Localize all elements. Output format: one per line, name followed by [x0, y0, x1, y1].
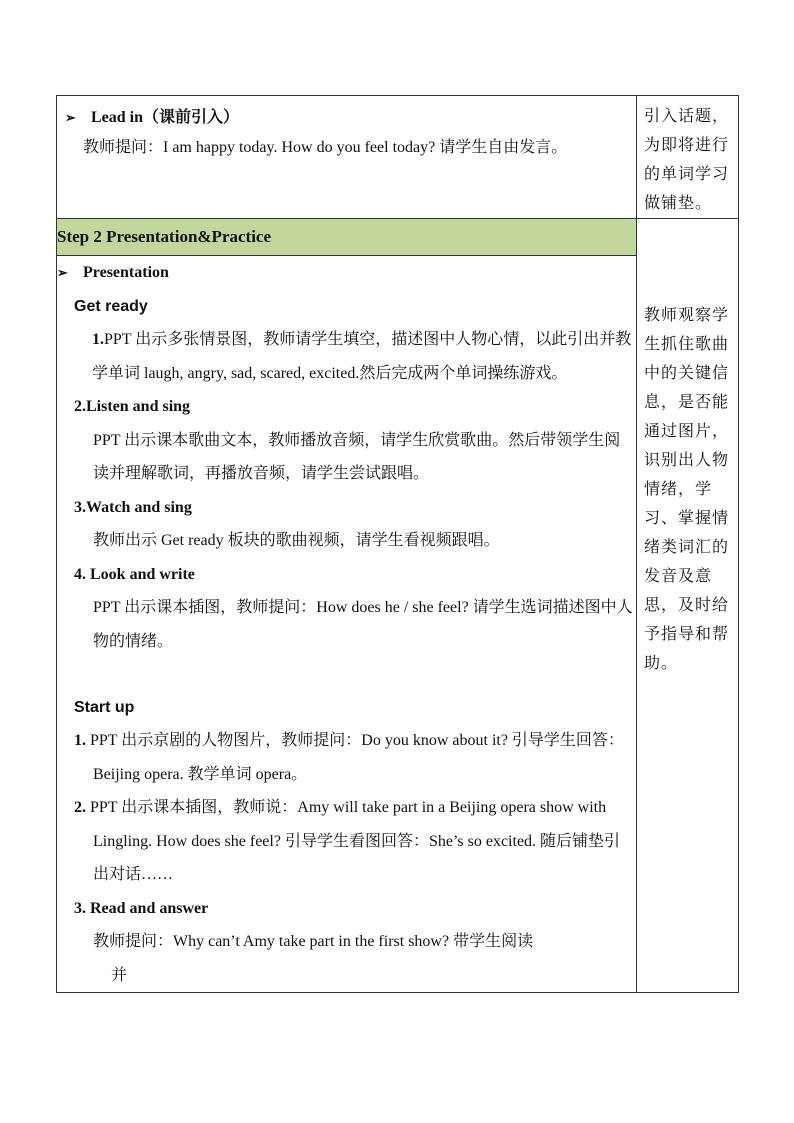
lead-in-cell: [57, 96, 637, 219]
lead-in-note-cell: [637, 96, 739, 219]
item-number: 3.: [74, 498, 86, 516]
item-text: PPT 出示课本歌曲文本，教师播放音频，请学生欣赏歌曲。然后带领学生阅读并理解歌词，再播放音频，请学生尝试跟唱。: [93, 431, 621, 482]
item-number: 3.: [74, 899, 86, 917]
step2-content-row: [57, 256, 739, 993]
item-title: Read and answer: [86, 899, 209, 917]
start-up-item-3: [57, 892, 636, 993]
get-ready-item-3: [57, 491, 636, 558]
item-number: 2.: [74, 799, 86, 816]
item-number: 4.: [74, 565, 86, 583]
lesson-plan-table: [56, 95, 739, 993]
presentation-label: Presentation: [83, 264, 169, 281]
get-ready-item-1: [57, 323, 636, 390]
item-number: 1.: [92, 331, 104, 348]
arrow-bullet-icon: ➢: [57, 265, 68, 280]
start-up-item-1: [57, 724, 636, 791]
lead-in-heading: [65, 104, 630, 132]
lead-in-note: 引入话题，为即将进行的单词学习做铺垫。: [644, 108, 730, 212]
step2-title: Step 2 Presentation&Practice: [57, 219, 637, 256]
get-ready-heading: Get ready: [74, 298, 148, 315]
step2-note: 教师观察学生抓住歌曲中的关键信息，是否能通过图片，识别出人物情绪，学习、掌握情绪类词汇的发音及意思，及时给予指导和帮助。: [644, 307, 730, 672]
item-text: 教师出示 Get ready 板块的歌曲视频，请学生看视频跟唱。: [93, 532, 500, 549]
start-up-heading: Start up: [74, 699, 135, 716]
get-ready-item-4: [57, 558, 636, 659]
lead-in-title: Lead in（课前引入）: [91, 109, 240, 126]
item-text: PPT 出示课本插图，教师提问：How does he / she feel? 请学生选词描述图中人物的情绪。: [93, 599, 633, 650]
item-text: 教师提问：Why can’t Amy take part in the first show? 带学生阅读: [93, 933, 534, 950]
arrow-bullet-icon: ➢: [65, 110, 76, 125]
item-text: PPT 出示课本插图，教师说：Amy will take part in a Beijing opera show with Lingling. How does she feel? 引导学生看图回答：She’s so excited. 随后铺垫引出对话……: [90, 799, 621, 883]
presentation-heading: [57, 256, 636, 290]
item-text-end: 并: [111, 966, 128, 984]
item-title: Listen and sing: [86, 398, 191, 415]
step2-content-cell: [57, 256, 637, 993]
lead-in-body: 教师提问：I am happy today. How do you feel today? 请学生自由发言。: [83, 139, 568, 156]
get-ready-item-2: [57, 390, 636, 491]
item-title: Watch and sing: [86, 498, 192, 516]
step2-note-cell: [637, 219, 739, 993]
item-text: PPT 出示京剧的人物图片，教师提问：Do you know about it? 引导学生回答：Beijing opera. 教学单词 opera。: [90, 732, 624, 783]
item-number: 1.: [74, 732, 86, 749]
item-text: PPT 出示多张情景图，教师请学生填空，描述图中人物心情，以此引出并教学单词 laugh, angry, sad, scared, excited.然后完成两个单词操练游戏。: [92, 331, 632, 382]
step2-title-row: [57, 219, 739, 256]
start-up-item-2: [57, 791, 636, 892]
item-number: 2.: [74, 398, 86, 415]
item-title: Look and write: [86, 565, 195, 583]
lead-in-row: [57, 96, 739, 219]
